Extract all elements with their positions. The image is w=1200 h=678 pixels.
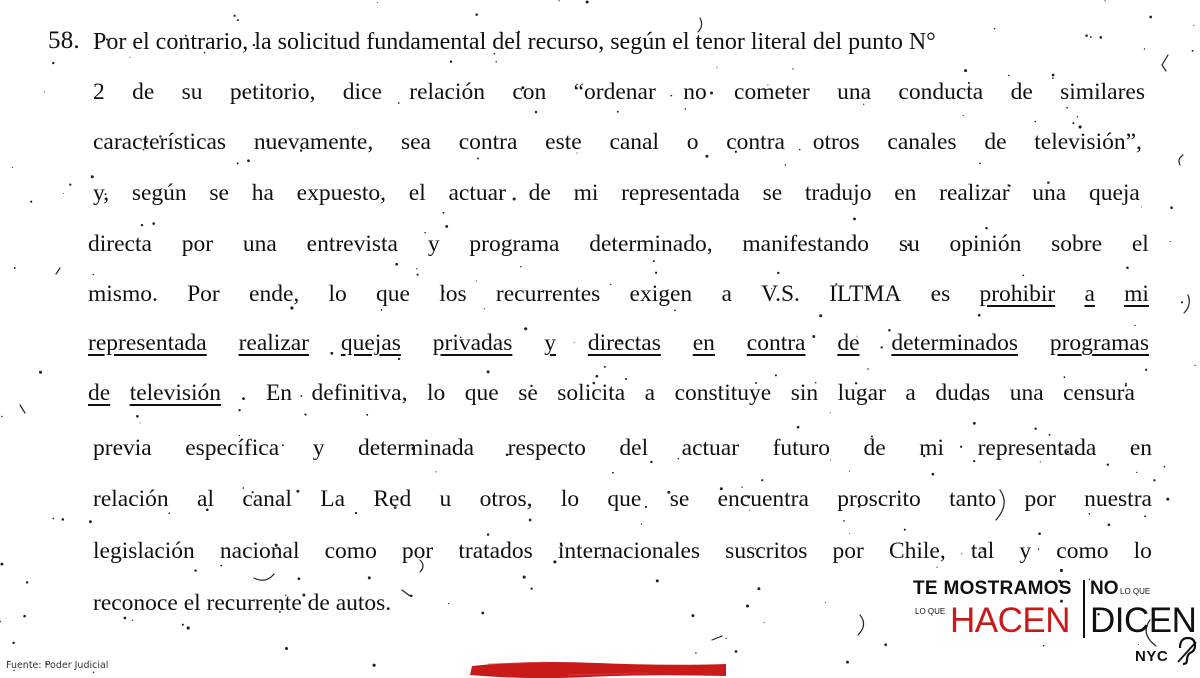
word: solicita (557, 380, 626, 406)
word: mismo. (88, 281, 158, 307)
word: los (439, 281, 467, 307)
word: realizar (238, 330, 310, 356)
word: determinada (357, 435, 475, 461)
text-line-10 (93, 484, 1152, 514)
word: opinión (949, 231, 1022, 257)
word: contra (746, 330, 806, 356)
word: de (88, 380, 111, 406)
logo-lo-que-right: LO QUE (1120, 587, 1151, 596)
text-line-1 (93, 27, 1145, 57)
word: a (644, 380, 656, 406)
word: recurrentes (495, 281, 601, 307)
word: otros (812, 129, 860, 155)
word: y (544, 330, 556, 356)
word: o (686, 129, 699, 155)
text-line-8 (88, 378, 1135, 408)
word: relación (93, 486, 169, 512)
word: mi (573, 180, 599, 206)
word: características (93, 129, 227, 155)
word: nuestra (1084, 486, 1152, 512)
word: tratados (458, 538, 533, 564)
logo-lo-que-left: LO QUE (915, 607, 946, 616)
word: lugar (837, 380, 886, 406)
word: definitiva, (311, 380, 408, 406)
word: ILTMA (829, 281, 902, 307)
word: de (837, 330, 860, 356)
word: es (930, 281, 951, 307)
word: sea (400, 129, 431, 155)
text-line-3 (93, 127, 1142, 157)
word: con (512, 79, 547, 105)
word: según (610, 29, 667, 55)
word: el (408, 180, 426, 206)
word: La (320, 486, 346, 512)
word: reconoce (93, 590, 178, 616)
word: Chile, (888, 538, 946, 564)
word: directa (88, 231, 152, 257)
word: y (1019, 538, 1032, 564)
word: a (905, 380, 916, 406)
word: u (439, 486, 452, 512)
word: del (492, 29, 522, 55)
word: En (265, 380, 293, 406)
word: canal (242, 486, 292, 512)
word: conducta (898, 79, 984, 105)
word: actuar (681, 435, 740, 461)
word: ende, (249, 281, 300, 307)
word: en (1129, 435, 1152, 461)
word: relación (409, 79, 485, 105)
word: Por (187, 281, 220, 307)
word: programas (1049, 330, 1149, 356)
word: lo (1133, 538, 1152, 564)
word: solicitud (277, 29, 361, 55)
word: al (197, 486, 214, 512)
word: privadas (432, 330, 513, 356)
word: 2 (93, 79, 105, 105)
word: del (619, 435, 649, 461)
word: programa (469, 231, 560, 257)
word: actuar (448, 180, 506, 206)
text-line-5 (88, 229, 1149, 259)
word: se (209, 180, 229, 206)
te-mostramos-logo (913, 578, 1200, 675)
word: cometer (734, 79, 810, 105)
word: queja (1088, 180, 1140, 206)
word: su (181, 79, 203, 105)
word: y, (93, 180, 110, 206)
word: de (528, 180, 551, 206)
word: previa (93, 435, 152, 461)
red-brush-stroke (468, 658, 730, 678)
word: que (376, 281, 410, 307)
word: una (1009, 380, 1044, 406)
word: por (181, 231, 214, 257)
logo-nyc: NYC (1135, 648, 1169, 665)
word: tenor (695, 29, 745, 55)
word: suscritos (725, 538, 808, 564)
word: ha (251, 180, 274, 206)
text-line-4 (93, 178, 1140, 208)
word: directas (587, 330, 661, 356)
word: como (1056, 538, 1109, 564)
word: lo (426, 380, 446, 406)
word: mi (1124, 281, 1149, 307)
word: proscrito (837, 486, 921, 512)
word: exigen (629, 281, 693, 307)
word: se (669, 486, 690, 512)
word: que (607, 486, 642, 512)
word: representada (88, 330, 207, 356)
word: no (683, 79, 707, 105)
word: de (863, 435, 886, 461)
word: por (832, 538, 864, 564)
word: de (132, 79, 155, 105)
word: mi (919, 435, 945, 461)
text-line-2 (93, 77, 1145, 107)
word: se (518, 380, 538, 406)
word: el (132, 29, 150, 55)
logo-te-mostramos: TE MOSTRAMOS (913, 578, 1072, 599)
word: del (812, 29, 843, 55)
word: determinado, (589, 231, 713, 257)
word: a (721, 281, 732, 307)
word: una (242, 231, 277, 257)
text-line-12 (93, 588, 593, 618)
word: V.S. (761, 281, 800, 307)
logo-no: NO (1090, 578, 1119, 599)
word: de (1010, 79, 1033, 105)
word: internacionales (557, 538, 701, 564)
word: como (324, 538, 377, 564)
word: representada (977, 435, 1097, 461)
source-caption: Fuente: Poder Judicial (6, 660, 109, 671)
text-line-7 (88, 328, 1149, 358)
word: representada (621, 180, 740, 206)
word: literal (750, 29, 807, 55)
word: sin (790, 380, 819, 406)
word: y (427, 231, 440, 257)
word: la (254, 29, 272, 55)
word: constituye (674, 380, 772, 406)
word: petitorio, (229, 79, 316, 105)
word: . (240, 380, 247, 406)
word: Por (93, 29, 127, 55)
logo-hacen: HACEN (950, 601, 1071, 640)
word: nacional (219, 538, 300, 564)
text-line-6 (88, 279, 1149, 309)
word: el (1131, 231, 1149, 257)
word: canales (887, 129, 957, 155)
word: nuevamente, (253, 129, 374, 155)
word: el (672, 29, 690, 55)
word: una (1032, 180, 1067, 206)
word: sobre (1051, 231, 1103, 257)
logo-ear-icon (1176, 636, 1198, 666)
word: en (692, 330, 715, 356)
word: recurrente (206, 590, 302, 616)
word: fundamental (366, 29, 487, 55)
word: encuentra (717, 486, 809, 512)
word: entrevista (306, 231, 398, 257)
logo-dicen: DICEN (1090, 601, 1197, 640)
word: punto (848, 29, 903, 55)
word: N° (908, 29, 936, 55)
word: se (762, 180, 783, 206)
word: manifestando (742, 231, 869, 257)
word: el (183, 590, 201, 616)
word: futuro (772, 435, 831, 461)
word: televisión (129, 380, 222, 406)
word: respecto (507, 435, 586, 461)
word: tradujo (804, 180, 872, 206)
word: este (545, 129, 582, 155)
word: dice (342, 79, 382, 105)
word: de (984, 129, 1007, 155)
word: realizar (939, 180, 1010, 206)
word: tanto (949, 486, 997, 512)
word: una (837, 79, 872, 105)
word: tal (970, 538, 995, 564)
word: quejas (340, 330, 401, 356)
word: y (312, 435, 325, 461)
word: según (131, 180, 187, 206)
word: otros, (479, 486, 533, 512)
word: lo (560, 486, 580, 512)
word: recurso, (527, 29, 605, 55)
word: autos. (335, 590, 392, 616)
word: por (401, 538, 434, 564)
word: a (1084, 281, 1095, 307)
word: prohibir (979, 281, 1056, 307)
word: específica (185, 435, 280, 461)
logo-divider (1083, 580, 1085, 638)
word: lo (328, 281, 347, 307)
word: su (898, 231, 920, 257)
word: dudas (935, 380, 991, 406)
word: legislación (93, 538, 195, 564)
word: de (307, 590, 330, 616)
word: en (894, 180, 917, 206)
text-line-11 (93, 536, 1152, 566)
word: que (464, 380, 499, 406)
word: Red (373, 486, 412, 512)
word: contra (726, 129, 785, 155)
text-line-9 (93, 433, 1152, 463)
word: similares (1060, 79, 1145, 105)
paragraph-number: 58. (48, 27, 80, 54)
word: expuesto, (296, 180, 387, 206)
word: contrario, (155, 29, 249, 55)
word: “ordenar (573, 79, 656, 105)
word: televisión”, (1034, 129, 1142, 155)
word: contra (458, 129, 518, 155)
word: por (1024, 486, 1056, 512)
word: determinados (891, 330, 1018, 356)
word: canal (609, 129, 660, 155)
word: censura (1063, 380, 1135, 406)
